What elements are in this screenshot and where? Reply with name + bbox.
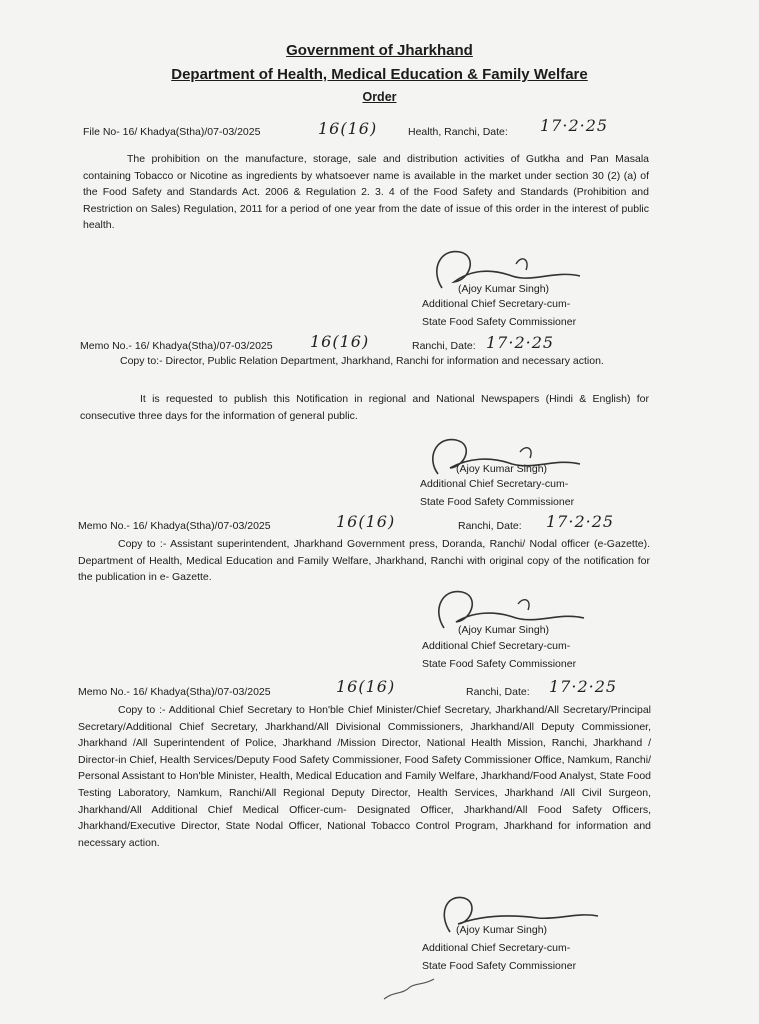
memo-1-number: Memo No.- 16/ Khadya(Stha)/07-03/2025 [80,340,273,352]
memo-2-place-date: Ranchi, Date: [458,520,522,532]
memo-2-handwritten-date: 17·2·25 [546,512,615,531]
memo-3-place-date: Ranchi, Date: [466,686,530,698]
memo-3-handwritten-date: 17·2·25 [549,677,618,696]
signatory-title-3 [422,638,576,673]
signatory-name-1: (Ajoy Kumar Singh) [458,283,550,295]
memo-3-copy-to: Copy to :- Additional Chief Secretary to Hon'ble Chief Minister/Chief Secretary, Jharkhand/All Secretary/Principal Secretary/Additional Chief Secretary, Jharkhand/All Divisional Commissioners, Jharkhand/All Deputy Commissioner, Jharkhand /All Superintendent of Police, Jharkhand /Mission Director, National Health Mission, Ranchi, Jharkhand / Director-in Chief, Health Services/Deputy Food Safety Commissioner, Food Safety Commissioner Office, Namkum, Ranchi/ Personal Assistant to Hon'ble Minister, Health, Medical Education and Family Welfare, Jharkhand/Food Analyst, State Food Testing Laboratory, Namkum, Ranchi/All Regional Deputy Director, Health Services, Jharkhand /All Civil Surgeon, Jharkhand/All Additional Chief Medical Officer-cum- Designated Officer, Jharkhand/All Food Safety Officers, Jharkhand/Executive Director, State Nodal Officer, National Tobacco Control Program, Jharkhand for information and necessary action. [78,704,651,849]
signatory-title-line: Additional Chief Secretary-cum- [422,298,571,310]
file-place-date: Health, Ranchi, Date: [408,126,508,138]
signatory-title-line: Additional Chief Secretary-cum- [422,640,571,652]
memo-2-number: Memo No.- 16/ Khadya(Stha)/07-03/2025 [78,520,271,532]
signatory-title-line: Additional Chief Secretary-cum- [422,942,571,954]
memo-3-handwritten-number: 16(16) [336,677,396,696]
handwritten-file-number: 16(16) [318,119,378,138]
signatory-name-2: (Ajoy Kumar Singh) [456,463,548,475]
signatory-title-2 [420,476,574,511]
memo-1-copy-to: Copy to:- Director, Public Relation Department, Jharkhand, Ranchi for information and necessary action. [120,355,604,367]
order-paragraph: The prohibition on the manufacture, storage, sale and distribution activities of Gutkha and Pan Masala containing Tobacco or Nicotine as ingredients by whatsoever name is available in the market under section 30 (2) (a) of the Food Safety and Standards Act. 2006 & Regulation 2. 3. 4 of the Food Safety and Standards (Prohibition and Restriction on Sales) Regulation, 2011 for a period of one year from the date of issue of this order in the interest of public health. [83,153,649,232]
signatory-title-line: Additional Chief Secretary-cum- [420,478,569,490]
memo-1-request: It is requested to publish this Notification in regional and National Newspapers (Hindi & English) for consecutive three days for the information of general public. [80,393,649,422]
signatory-title-line: State Food Safety Commissioner [422,959,577,972]
memo-1-handwritten-number: 16(16) [310,332,370,351]
signatory-title-line: State Food Safety Commissioner [420,495,575,508]
government-title: Government of Jharkhand [286,42,473,59]
signatory-name-3: (Ajoy Kumar Singh) [458,624,550,636]
handwritten-file-date: 17·2·25 [540,116,609,135]
memo-2-copy-to: Copy to :- Assistant superintendent, Jharkhand Government press, Doranda, Ranchi/ Nodal officer (e-Gazette). Department of Health, Medical Education and Family Welfare, Jharkhand, Ranchi with original copy of the notification for the publication in e- Gazette. [78,538,650,584]
signatory-title-line: State Food Safety Commissioner [422,657,577,670]
signatory-title-1 [422,296,576,331]
memo-2-handwritten-number: 16(16) [336,512,396,531]
initial-mark [380,975,440,1005]
signatory-title-4 [422,940,576,975]
memo-1-place-date: Ranchi, Date: [412,340,476,352]
order-heading: Order [362,90,397,104]
signatory-name-4: (Ajoy Kumar Singh) [456,924,548,936]
department-title: Department of Health, Medical Education & Family Welfare [171,66,588,83]
file-number: File No- 16/ Khadya(Stha)/07-03/2025 [83,126,261,138]
memo-3-number: Memo No.- 16/ Khadya(Stha)/07-03/2025 [78,686,271,698]
signatory-title-line: State Food Safety Commissioner [422,315,577,328]
memo-1-handwritten-date: 17·2·25 [486,333,555,352]
